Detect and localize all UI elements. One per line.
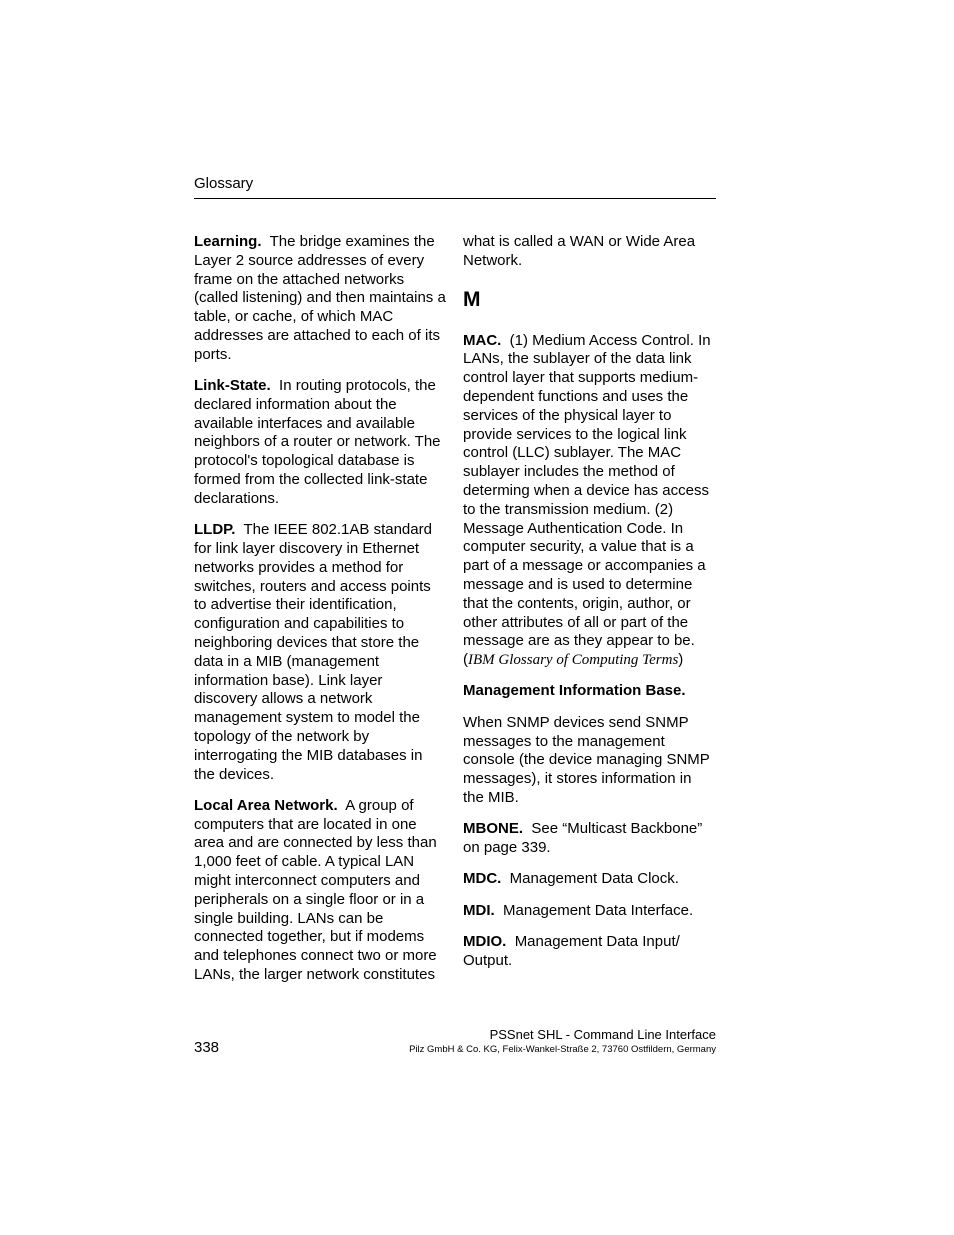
glossary-definition: (1) Medium Access Control. In LANs, the sublayer of the data link control layer that supports medium-dependent functions and uses the services of the physical layer to provide services to the logical link control (LLC) sublayer. The MAC sublayer includes the method of determing when a device has access to the transmission medium. (2) Message Authentication Code. In computer security, a value that is a part of a message or accompanies a message and is used to determine that the contents, origin, author, or other attributes of all or part of the message are as they appear to be. ( [463,331,711,669]
right-column [463,233,716,983]
page-number: 338 [194,1039,220,1056]
glossary-term: Link-State. [194,377,271,395]
glossary-definition: The IEEE 802.1AB standard for link layer discovery in Ethernet networks provides a method for switches, routers and access points to advertise their identification, configuration and capabilities to neighboring devices that store the data in a MIB (management information base). Link layer discovery allows a network management system to model the topology of the network by interrogating the MIB databases in the devices. [194,521,432,783]
publisher-address: Pilz GmbH & Co. KG, Felix-Wankel-Straße 2, 73760 Ostfildern, Germany [409,1044,716,1055]
glossary-entry-mdio [463,933,716,971]
glossary-entry-mac [463,332,716,670]
glossary-term: MBONE. [463,820,523,838]
glossary-definition: Management Data Clock. [509,870,679,888]
glossary-entry-local-area-network [194,797,446,985]
glossary-definition: The bridge examines the Layer 2 source addresses of every frame on the attached networks (called listening) and then maintains a table, or cache, of which MAC addresses are attached to each of its ports. [194,233,446,363]
glossary-term: MAC. [463,331,502,349]
glossary-definition: See “Multicast Backbone” on page 339. [463,820,703,857]
section-title: Glossary [194,175,254,192]
glossary-definition: Management Data Input/ Output. [463,932,680,969]
left-column [194,233,446,997]
glossary-term: Local Area Network. [194,796,338,814]
glossary-definition: Management Data Interface. [503,901,694,919]
document-title: PSSnet SHL - Command Line Interface [489,1027,716,1042]
glossary-entry-mbone [463,820,716,858]
glossary-term: MDI. [463,901,495,919]
glossary-term: LLDP. [194,521,236,539]
citation-close: ) [678,651,684,669]
glossary-entry-link-state [194,377,446,509]
glossary-continuation: what is called a WAN or Wide Area Network. [463,233,696,269]
glossary-definition: A group of computers that are located in one area and are connected by less than 1,000 feet of cable. A typical LAN might interconnect computers and peripherals on a single floor or in a single building. LANs can be connected together, but if modems and telephones connect two or more LANs, the larger network constitutes [194,796,437,983]
glossary-entry-learning [194,233,446,365]
glossary-term: Learning. [194,233,262,250]
glossary-entry-mdi [463,902,716,921]
glossary-term: MDIO. [463,932,507,950]
citation-title: IBM Glossary of Computing Terms [468,652,679,669]
glossary-term: MDC. [463,870,502,888]
glossary-term-mib [463,682,716,701]
section-letter-heading: M [463,287,481,311]
running-header [194,175,716,199]
glossary-entry-mdc [463,870,716,889]
footer-info [409,1027,716,1056]
glossary-definition-mib: When SNMP devices send SNMP messages to the management console (the device managing SNMP messages), it stores information in the MIB. [463,713,710,806]
glossary-definition: In routing protocols, the declared information about the available interfaces and available neighbors of a router or network. The protocol's topological database is formed from the collected link-state declarations. [194,377,441,507]
glossary-entry-lldp [194,521,446,784]
glossary-term: Management Information Base. [463,682,686,700]
